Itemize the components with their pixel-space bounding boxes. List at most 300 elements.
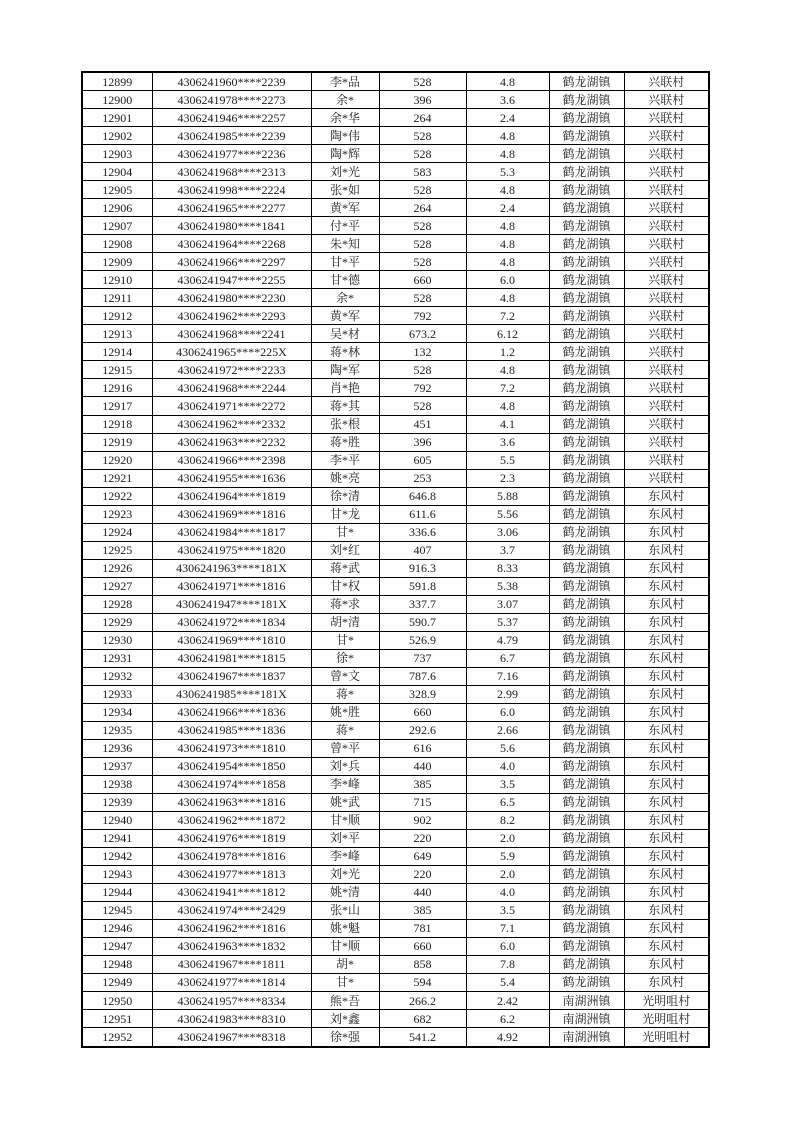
cell-town: 鹤龙湖镇 [549, 451, 624, 469]
cell-village: 东风村 [624, 631, 709, 649]
cell-village: 东风村 [624, 847, 709, 865]
cell-name: 姚*亮 [311, 469, 379, 487]
cell-masked-id: 4306241971****1816 [152, 577, 311, 595]
cell-amount: 660 [379, 703, 466, 721]
table-row [82, 703, 709, 721]
cell-masked-id: 4306241966****2297 [152, 253, 311, 271]
cell-masked-id: 4306241976****1819 [152, 829, 311, 847]
cell-amount: 528 [379, 361, 466, 379]
cell-name: 蒋*林 [311, 343, 379, 361]
cell-rate: 7.2 [466, 307, 549, 325]
cell-serial-number: 12937 [82, 757, 152, 775]
cell-masked-id: 4306241962****1816 [152, 919, 311, 937]
cell-serial-number: 12922 [82, 487, 152, 505]
cell-serial-number: 12939 [82, 793, 152, 811]
cell-name: 姚*武 [311, 793, 379, 811]
cell-village: 东风村 [624, 685, 709, 703]
cell-village: 东风村 [624, 919, 709, 937]
cell-village: 兴联村 [624, 451, 709, 469]
cell-amount: 646.8 [379, 487, 466, 505]
cell-serial-number: 12923 [82, 505, 152, 523]
cell-town: 鹤龙湖镇 [549, 325, 624, 343]
cell-masked-id: 4306241969****1810 [152, 631, 311, 649]
cell-village: 兴联村 [624, 163, 709, 181]
cell-amount: 787.6 [379, 667, 466, 685]
cell-serial-number: 12927 [82, 577, 152, 595]
cell-name: 付*平 [311, 217, 379, 235]
cell-rate: 5.9 [466, 847, 549, 865]
cell-village: 东风村 [624, 505, 709, 523]
cell-masked-id: 4306241941****1812 [152, 883, 311, 901]
table-row [82, 91, 709, 109]
cell-serial-number: 12926 [82, 559, 152, 577]
cell-masked-id: 4306241968****2241 [152, 325, 311, 343]
cell-name: 甘*德 [311, 271, 379, 289]
cell-amount: 673.2 [379, 325, 466, 343]
cell-name: 曾*文 [311, 667, 379, 685]
cell-town: 鹤龙湖镇 [549, 541, 624, 559]
cell-serial-number: 12930 [82, 631, 152, 649]
cell-amount: 220 [379, 865, 466, 883]
cell-amount: 264 [379, 199, 466, 217]
cell-serial-number: 12940 [82, 811, 152, 829]
cell-name: 张*山 [311, 901, 379, 919]
cell-masked-id: 4306241985****2239 [152, 127, 311, 145]
table-row [82, 181, 709, 199]
cell-serial-number: 12905 [82, 181, 152, 199]
cell-village: 东风村 [624, 829, 709, 847]
cell-rate: 1.2 [466, 343, 549, 361]
cell-town: 鹤龙湖镇 [549, 811, 624, 829]
cell-amount: 385 [379, 901, 466, 919]
cell-amount: 292.6 [379, 721, 466, 739]
cell-serial-number: 12904 [82, 163, 152, 181]
cell-rate: 6.0 [466, 703, 549, 721]
cell-masked-id: 4306241966****1836 [152, 703, 311, 721]
cell-name: 张*如 [311, 181, 379, 199]
table-row [82, 379, 709, 397]
cell-rate: 7.8 [466, 955, 549, 973]
table-row [82, 577, 709, 595]
cell-rate: 5.88 [466, 487, 549, 505]
cell-name: 肖*艳 [311, 379, 379, 397]
cell-rate: 4.8 [466, 181, 549, 199]
table-row [82, 973, 709, 991]
cell-name: 熊*吾 [311, 992, 379, 1010]
cell-amount: 715 [379, 793, 466, 811]
cell-name: 蒋* [311, 721, 379, 739]
cell-masked-id: 4306241981****1815 [152, 649, 311, 667]
cell-town: 鹤龙湖镇 [549, 631, 624, 649]
cell-town: 鹤龙湖镇 [549, 703, 624, 721]
table-row [82, 343, 709, 361]
cell-serial-number: 12929 [82, 613, 152, 631]
cell-amount: 528 [379, 127, 466, 145]
cell-rate: 3.5 [466, 901, 549, 919]
cell-rate: 6.0 [466, 271, 549, 289]
cell-masked-id: 4306241946****2257 [152, 109, 311, 127]
cell-serial-number: 12925 [82, 541, 152, 559]
cell-village: 光明咀村 [624, 1010, 709, 1028]
cell-amount: 253 [379, 469, 466, 487]
cell-town: 鹤龙湖镇 [549, 433, 624, 451]
cell-serial-number: 12921 [82, 469, 152, 487]
cell-town: 鹤龙湖镇 [549, 721, 624, 739]
cell-amount: 528 [379, 181, 466, 199]
cell-rate: 4.92 [466, 1028, 549, 1047]
cell-amount: 916.3 [379, 559, 466, 577]
table-row [82, 451, 709, 469]
cell-rate: 3.6 [466, 91, 549, 109]
cell-amount: 590.7 [379, 613, 466, 631]
cell-rate: 5.37 [466, 613, 549, 631]
cell-serial-number: 12917 [82, 397, 152, 415]
cell-serial-number: 12945 [82, 901, 152, 919]
cell-amount: 526.9 [379, 631, 466, 649]
cell-village: 兴联村 [624, 343, 709, 361]
cell-rate: 8.33 [466, 559, 549, 577]
cell-village: 兴联村 [624, 109, 709, 127]
cell-name: 甘* [311, 631, 379, 649]
cell-amount: 396 [379, 433, 466, 451]
cell-amount: 611.6 [379, 505, 466, 523]
table-row [82, 992, 709, 1010]
table-row [82, 127, 709, 145]
cell-town: 南湖洲镇 [549, 1028, 624, 1047]
table-row [82, 469, 709, 487]
cell-name: 张*根 [311, 415, 379, 433]
cell-serial-number: 12931 [82, 649, 152, 667]
cell-serial-number: 12915 [82, 361, 152, 379]
cell-rate: 4.0 [466, 883, 549, 901]
cell-serial-number: 12952 [82, 1028, 152, 1047]
cell-town: 鹤龙湖镇 [549, 343, 624, 361]
cell-village: 兴联村 [624, 145, 709, 163]
cell-masked-id: 4306241977****1814 [152, 973, 311, 991]
cell-serial-number: 12924 [82, 523, 152, 541]
cell-town: 鹤龙湖镇 [549, 577, 624, 595]
table-row [82, 325, 709, 343]
cell-masked-id: 4306241947****181X [152, 595, 311, 613]
cell-town: 鹤龙湖镇 [549, 127, 624, 145]
table-row [82, 1028, 709, 1047]
cell-rate: 8.2 [466, 811, 549, 829]
table-row [82, 1010, 709, 1028]
cell-town: 鹤龙湖镇 [549, 667, 624, 685]
cell-village: 兴联村 [624, 433, 709, 451]
cell-serial-number: 12933 [82, 685, 152, 703]
cell-serial-number: 12928 [82, 595, 152, 613]
cell-village: 光明咀村 [624, 1028, 709, 1047]
cell-village: 东风村 [624, 613, 709, 631]
cell-masked-id: 4306241977****2236 [152, 145, 311, 163]
cell-amount: 528 [379, 72, 466, 91]
table-row [82, 307, 709, 325]
cell-serial-number: 12899 [82, 72, 152, 91]
cell-town: 鹤龙湖镇 [549, 415, 624, 433]
cell-town: 鹤龙湖镇 [549, 685, 624, 703]
cell-rate: 6.12 [466, 325, 549, 343]
cell-town: 鹤龙湖镇 [549, 523, 624, 541]
cell-serial-number: 12948 [82, 955, 152, 973]
cell-masked-id: 4306241983****8310 [152, 1010, 311, 1028]
table-row [82, 883, 709, 901]
cell-serial-number: 12908 [82, 235, 152, 253]
table-row [82, 685, 709, 703]
cell-name: 陶*辉 [311, 145, 379, 163]
cell-town: 鹤龙湖镇 [549, 901, 624, 919]
table-row [82, 433, 709, 451]
cell-serial-number: 12909 [82, 253, 152, 271]
cell-village: 兴联村 [624, 289, 709, 307]
cell-town: 鹤龙湖镇 [549, 145, 624, 163]
cell-serial-number: 12916 [82, 379, 152, 397]
cell-name: 姚*魁 [311, 919, 379, 937]
cell-amount: 594 [379, 973, 466, 991]
cell-town: 南湖洲镇 [549, 992, 624, 1010]
cell-name: 余*华 [311, 109, 379, 127]
cell-village: 兴联村 [624, 181, 709, 199]
cell-village: 兴联村 [624, 361, 709, 379]
cell-village: 东风村 [624, 523, 709, 541]
cell-masked-id: 4306241973****1810 [152, 739, 311, 757]
cell-town: 鹤龙湖镇 [549, 379, 624, 397]
cell-village: 东风村 [624, 973, 709, 991]
cell-name: 刘*光 [311, 163, 379, 181]
cell-name: 刘*兵 [311, 757, 379, 775]
cell-amount: 132 [379, 343, 466, 361]
cell-name: 刘*鑫 [311, 1010, 379, 1028]
cell-serial-number: 12944 [82, 883, 152, 901]
cell-serial-number: 12914 [82, 343, 152, 361]
cell-name: 徐* [311, 649, 379, 667]
records-table [81, 71, 710, 1048]
table-row [82, 289, 709, 307]
cell-amount: 336.6 [379, 523, 466, 541]
cell-serial-number: 12910 [82, 271, 152, 289]
cell-rate: 2.0 [466, 829, 549, 847]
cell-masked-id: 4306241974****1858 [152, 775, 311, 793]
cell-serial-number: 12949 [82, 973, 152, 991]
cell-masked-id: 4306241974****2429 [152, 901, 311, 919]
cell-serial-number: 12946 [82, 919, 152, 937]
cell-masked-id: 4306241984****1817 [152, 523, 311, 541]
cell-rate: 3.5 [466, 775, 549, 793]
cell-amount: 858 [379, 955, 466, 973]
table-row [82, 721, 709, 739]
cell-name: 姚*胜 [311, 703, 379, 721]
cell-village: 东风村 [624, 883, 709, 901]
cell-amount: 660 [379, 937, 466, 955]
table-row [82, 361, 709, 379]
cell-village: 东风村 [624, 793, 709, 811]
cell-rate: 5.5 [466, 451, 549, 469]
table-row [82, 937, 709, 955]
cell-rate: 4.8 [466, 217, 549, 235]
table-row [82, 109, 709, 127]
cell-village: 兴联村 [624, 253, 709, 271]
cell-serial-number: 12907 [82, 217, 152, 235]
cell-masked-id: 4306241967****1837 [152, 667, 311, 685]
cell-town: 鹤龙湖镇 [549, 973, 624, 991]
cell-village: 东风村 [624, 865, 709, 883]
cell-rate: 4.8 [466, 253, 549, 271]
cell-serial-number: 12934 [82, 703, 152, 721]
cell-name: 甘*龙 [311, 505, 379, 523]
cell-town: 鹤龙湖镇 [549, 109, 624, 127]
cell-town: 鹤龙湖镇 [549, 595, 624, 613]
cell-village: 东风村 [624, 811, 709, 829]
cell-masked-id: 4306241947****2255 [152, 271, 311, 289]
cell-town: 鹤龙湖镇 [549, 505, 624, 523]
cell-amount: 528 [379, 145, 466, 163]
cell-serial-number: 12941 [82, 829, 152, 847]
cell-rate: 2.4 [466, 109, 549, 127]
cell-rate: 6.7 [466, 649, 549, 667]
cell-village: 东风村 [624, 937, 709, 955]
cell-rate: 3.6 [466, 433, 549, 451]
cell-town: 鹤龙湖镇 [549, 919, 624, 937]
cell-town: 鹤龙湖镇 [549, 181, 624, 199]
cell-serial-number: 12919 [82, 433, 152, 451]
cell-village: 东风村 [624, 487, 709, 505]
table-row [82, 667, 709, 685]
cell-name: 甘*顺 [311, 937, 379, 955]
table-row [82, 235, 709, 253]
table-row [82, 901, 709, 919]
cell-name: 陶*伟 [311, 127, 379, 145]
cell-village: 兴联村 [624, 271, 709, 289]
cell-village: 兴联村 [624, 91, 709, 109]
cell-serial-number: 12932 [82, 667, 152, 685]
cell-masked-id: 4306241985****1836 [152, 721, 311, 739]
cell-rate: 5.3 [466, 163, 549, 181]
cell-town: 鹤龙湖镇 [549, 793, 624, 811]
table-row [82, 919, 709, 937]
cell-town: 鹤龙湖镇 [549, 649, 624, 667]
table-row [82, 811, 709, 829]
cell-village: 东风村 [624, 559, 709, 577]
cell-village: 东风村 [624, 667, 709, 685]
cell-serial-number: 12903 [82, 145, 152, 163]
cell-masked-id: 4306241978****1816 [152, 847, 311, 865]
table-row [82, 865, 709, 883]
table-row [82, 793, 709, 811]
cell-masked-id: 4306241965****2277 [152, 199, 311, 217]
cell-masked-id: 4306241968****2313 [152, 163, 311, 181]
cell-rate: 2.99 [466, 685, 549, 703]
cell-rate: 4.8 [466, 145, 549, 163]
cell-town: 鹤龙湖镇 [549, 829, 624, 847]
cell-town: 鹤龙湖镇 [549, 883, 624, 901]
cell-masked-id: 4306241975****1820 [152, 541, 311, 559]
cell-serial-number: 12900 [82, 91, 152, 109]
cell-amount: 605 [379, 451, 466, 469]
cell-town: 鹤龙湖镇 [549, 253, 624, 271]
cell-serial-number: 12906 [82, 199, 152, 217]
cell-masked-id: 4306241980****2230 [152, 289, 311, 307]
cell-rate: 2.66 [466, 721, 549, 739]
cell-amount: 266.2 [379, 992, 466, 1010]
cell-amount: 737 [379, 649, 466, 667]
cell-town: 鹤龙湖镇 [549, 559, 624, 577]
table-row [82, 145, 709, 163]
cell-masked-id: 4306241955****1636 [152, 469, 311, 487]
cell-masked-id: 4306241962****2332 [152, 415, 311, 433]
cell-masked-id: 4306241985****181X [152, 685, 311, 703]
cell-masked-id: 4306241962****1872 [152, 811, 311, 829]
cell-village: 兴联村 [624, 217, 709, 235]
cell-village: 东风村 [624, 901, 709, 919]
table-row [82, 541, 709, 559]
cell-amount: 660 [379, 271, 466, 289]
cell-name: 陶*军 [311, 361, 379, 379]
cell-village: 兴联村 [624, 127, 709, 145]
table-row [82, 829, 709, 847]
cell-village: 兴联村 [624, 379, 709, 397]
cell-amount: 541.2 [379, 1028, 466, 1047]
cell-village: 兴联村 [624, 469, 709, 487]
cell-town: 鹤龙湖镇 [549, 217, 624, 235]
table-row [82, 397, 709, 415]
cell-masked-id: 4306241977****1813 [152, 865, 311, 883]
cell-serial-number: 12912 [82, 307, 152, 325]
cell-masked-id: 4306241963****2232 [152, 433, 311, 451]
cell-name: 胡*清 [311, 613, 379, 631]
cell-name: 黄*军 [311, 307, 379, 325]
cell-masked-id: 4306241998****2224 [152, 181, 311, 199]
cell-name: 吴*材 [311, 325, 379, 343]
cell-serial-number: 12950 [82, 992, 152, 1010]
table-row [82, 757, 709, 775]
cell-name: 刘*平 [311, 829, 379, 847]
cell-amount: 528 [379, 289, 466, 307]
cell-rate: 4.0 [466, 757, 549, 775]
table-row [82, 505, 709, 523]
cell-town: 鹤龙湖镇 [549, 72, 624, 91]
cell-rate: 5.38 [466, 577, 549, 595]
cell-masked-id: 4306241971****2272 [152, 397, 311, 415]
cell-rate: 3.07 [466, 595, 549, 613]
cell-amount: 682 [379, 1010, 466, 1028]
cell-town: 鹤龙湖镇 [549, 307, 624, 325]
cell-town: 鹤龙湖镇 [549, 397, 624, 415]
cell-rate: 6.0 [466, 937, 549, 955]
cell-amount: 591.8 [379, 577, 466, 595]
cell-serial-number: 12936 [82, 739, 152, 757]
cell-name: 甘* [311, 523, 379, 541]
cell-name: 蒋*其 [311, 397, 379, 415]
cell-village: 东风村 [624, 541, 709, 559]
cell-rate: 3.7 [466, 541, 549, 559]
cell-rate: 6.2 [466, 1010, 549, 1028]
cell-name: 李*峰 [311, 775, 379, 793]
table-row [82, 217, 709, 235]
cell-name: 甘*平 [311, 253, 379, 271]
cell-name: 李*品 [311, 72, 379, 91]
cell-name: 甘* [311, 973, 379, 991]
cell-town: 鹤龙湖镇 [549, 613, 624, 631]
cell-village: 兴联村 [624, 325, 709, 343]
cell-rate: 3.06 [466, 523, 549, 541]
cell-masked-id: 4306241967****8318 [152, 1028, 311, 1047]
cell-serial-number: 12935 [82, 721, 152, 739]
cell-name: 蒋* [311, 685, 379, 703]
cell-serial-number: 12951 [82, 1010, 152, 1028]
cell-amount: 396 [379, 91, 466, 109]
cell-amount: 337.7 [379, 595, 466, 613]
table-row [82, 631, 709, 649]
